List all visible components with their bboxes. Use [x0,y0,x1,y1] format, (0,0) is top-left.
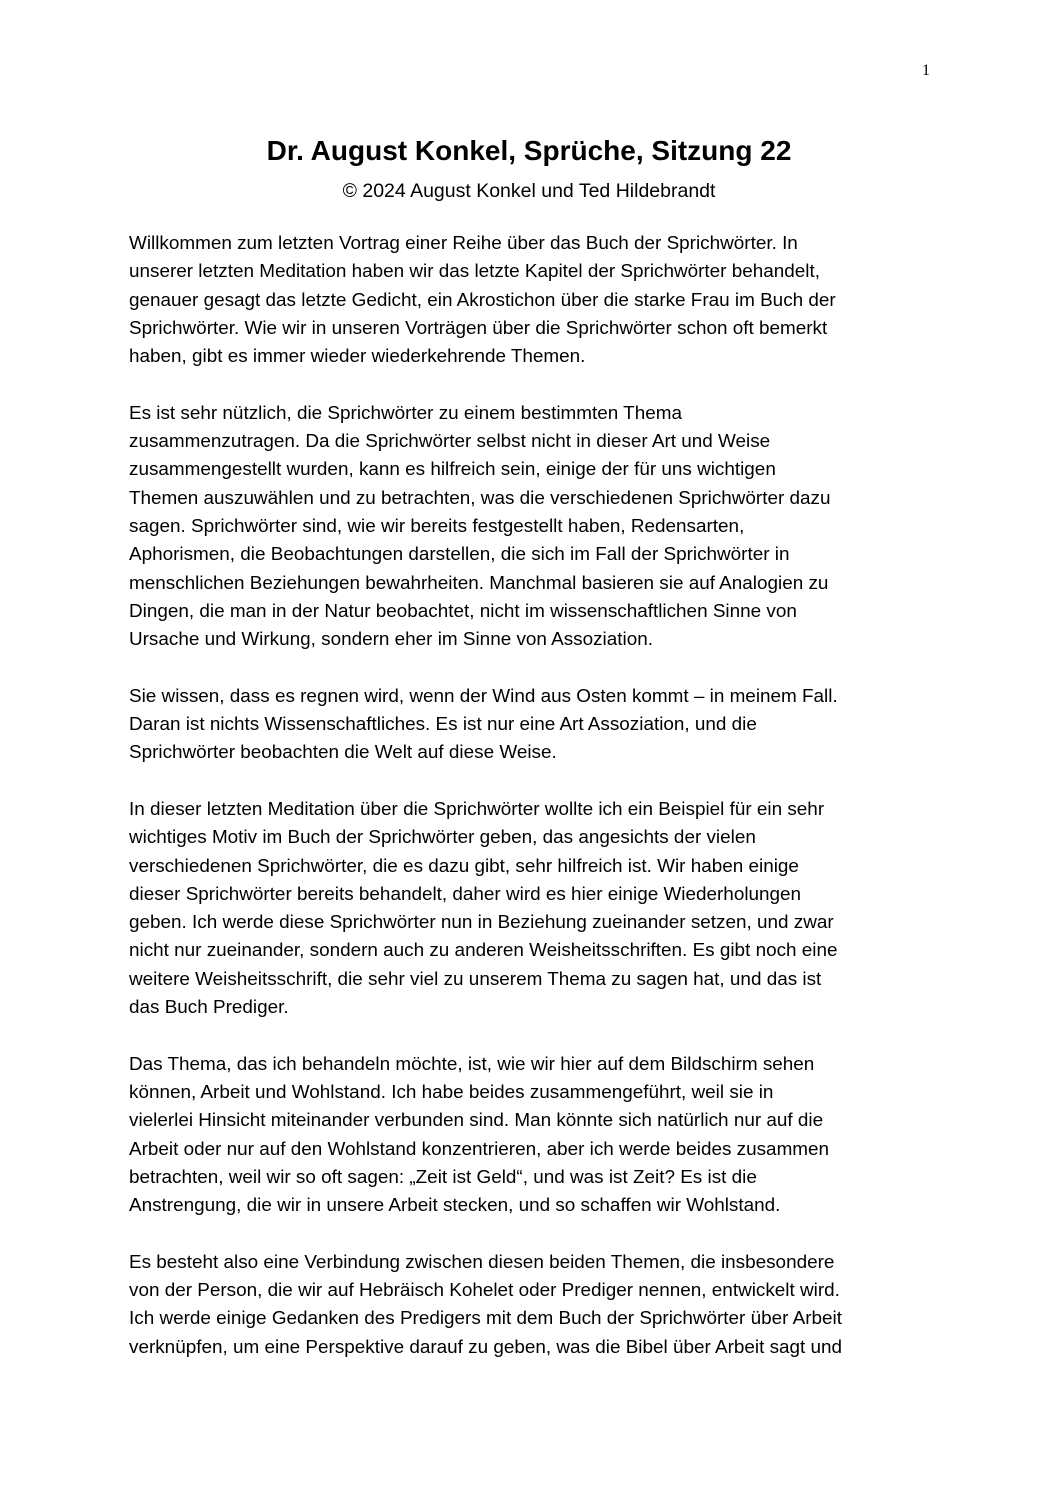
text-line: menschlichen Beziehungen bewahrheiten. Manchmal basieren sie auf Analogien zu [129,572,829,594]
text-line: Sprichwörter beobachten die Welt auf diese Weise. [129,742,557,764]
text-line: Das Thema, das ich behandeln möchte, ist, wie wir hier auf dem Bildschirm sehen [129,1053,815,1075]
text-line: Sprichwörter. Wie wir in unseren Vorträgen über die Sprichwörter schon oft bemerkt [129,317,828,339]
document-title: Dr. August Konkel, Sprüche, Sitzung 22 [266,135,792,166]
text-line: wichtiges Motiv im Buch der Sprichwörter geben, das angesichts der vielen [129,827,756,849]
text-line: Dingen, die man in der Natur beobachtet, nicht im wissenschaftlichen Sinne von [129,600,797,622]
paragraph [129,683,929,768]
document-body [129,230,929,1390]
copyright-line: © 2024 August Konkel und Ted Hildebrandt [342,180,716,202]
text-line: von der Person, die wir auf Hebräisch Kohelet oder Prediger nennen, entwickelt wird. [129,1279,840,1301]
text-line: vielerlei Hinsicht miteinander verbunden sind. Man könnte sich natürlich nur auf die [129,1110,824,1132]
text-line: Themen auszuwählen und zu betrachten, was die verschiedenen Sprichwörter dazu [129,487,831,509]
text-line: zusammengestellt wurden, kann es hilfreich sein, einige der für uns wichtigen [129,459,776,481]
text-line: betrachten, weil wir so oft sagen: „Zeit ist Geld“, und was ist Zeit? Es ist die [129,1166,757,1188]
text-line: weitere Weisheitsschrift, die sehr viel zu unserem Thema zu sagen hat, und das ist [129,968,822,990]
text-line: Willkommen zum letzten Vortrag einer Reihe über das Buch der Sprichwörter. In [129,233,798,254]
page-number: 1 [922,62,930,79]
paragraph [129,400,929,655]
text-line: zusammenzutragen. Da die Sprichwörter selbst nicht in dieser Art und Weise [129,431,771,453]
text-line: dieser Sprichwörter bereits behandelt, daher wird es hier einige Wiederholungen [129,883,802,905]
text-line: Ursache und Wirkung, sondern eher im Sinne von Assoziation. [129,629,653,651]
text-line: genauer gesagt das letzte Gedicht, ein Akrostichon über die starke Frau im Buch der [129,289,836,311]
text-line: verschiedenen Sprichwörter, die es dazu gibt, sehr hilfreich ist. Wir haben einige [129,855,799,877]
paragraph [129,796,929,1022]
text-line: Es ist sehr nützlich, die Sprichwörter zu einem bestimmten Thema [129,402,682,424]
paragraph [129,230,929,371]
text-line: Arbeit oder nur auf den Wohlstand konzentrieren, aber ich werde beides zusammen [129,1138,830,1160]
text-line: verknüpfen, um eine Perspektive darauf zu geben, was die Bibel über Arbeit sagt und [129,1336,843,1358]
paragraph [129,1051,929,1221]
text-line: geben. Ich werde diese Sprichwörter nun in Beziehung zueinander setzen, und zwar [129,912,834,934]
text-line: unserer letzten Meditation haben wir das letzte Kapitel der Sprichwörter behandelt, [129,261,820,283]
text-line: Ich werde einige Gedanken des Predigers mit dem Buch der Sprichwörter über Arbeit [129,1308,842,1330]
paragraph [129,1249,929,1362]
text-line: nicht nur zueinander, sondern auch zu anderen Weisheitsschriften. Es gibt noch eine [129,940,838,962]
text-line: Sie wissen, dass es regnen wird, wenn der Wind aus Osten kommt – in meinem Fall. [129,685,838,707]
text-line: können, Arbeit und Wohlstand. Ich habe beides zusammengeführt, weil sie in [129,1081,774,1103]
text-line: das Buch Prediger. [129,997,289,1019]
text-line: Anstrengung, die wir in unsere Arbeit stecken, und so schaffen wir Wohlstand. [129,1195,781,1217]
text-line: haben, gibt es immer wieder wiederkehrende Themen. [129,346,586,368]
text-line: sagen. Sprichwörter sind, wie wir bereits festgestellt haben, Redensarten, [129,515,745,537]
text-line: Es besteht also eine Verbindung zwischen diesen beiden Themen, die insbesondere [129,1251,835,1273]
text-line: Daran ist nichts Wissenschaftliches. Es ist nur eine Art Assoziation, und die [129,714,757,736]
text-line: Aphorismen, die Beobachtungen darstellen, die sich im Fall der Sprichwörter in [129,544,790,566]
text-line: In dieser letzten Meditation über die Sprichwörter wollte ich ein Beispiel für ein sehr [129,798,825,820]
